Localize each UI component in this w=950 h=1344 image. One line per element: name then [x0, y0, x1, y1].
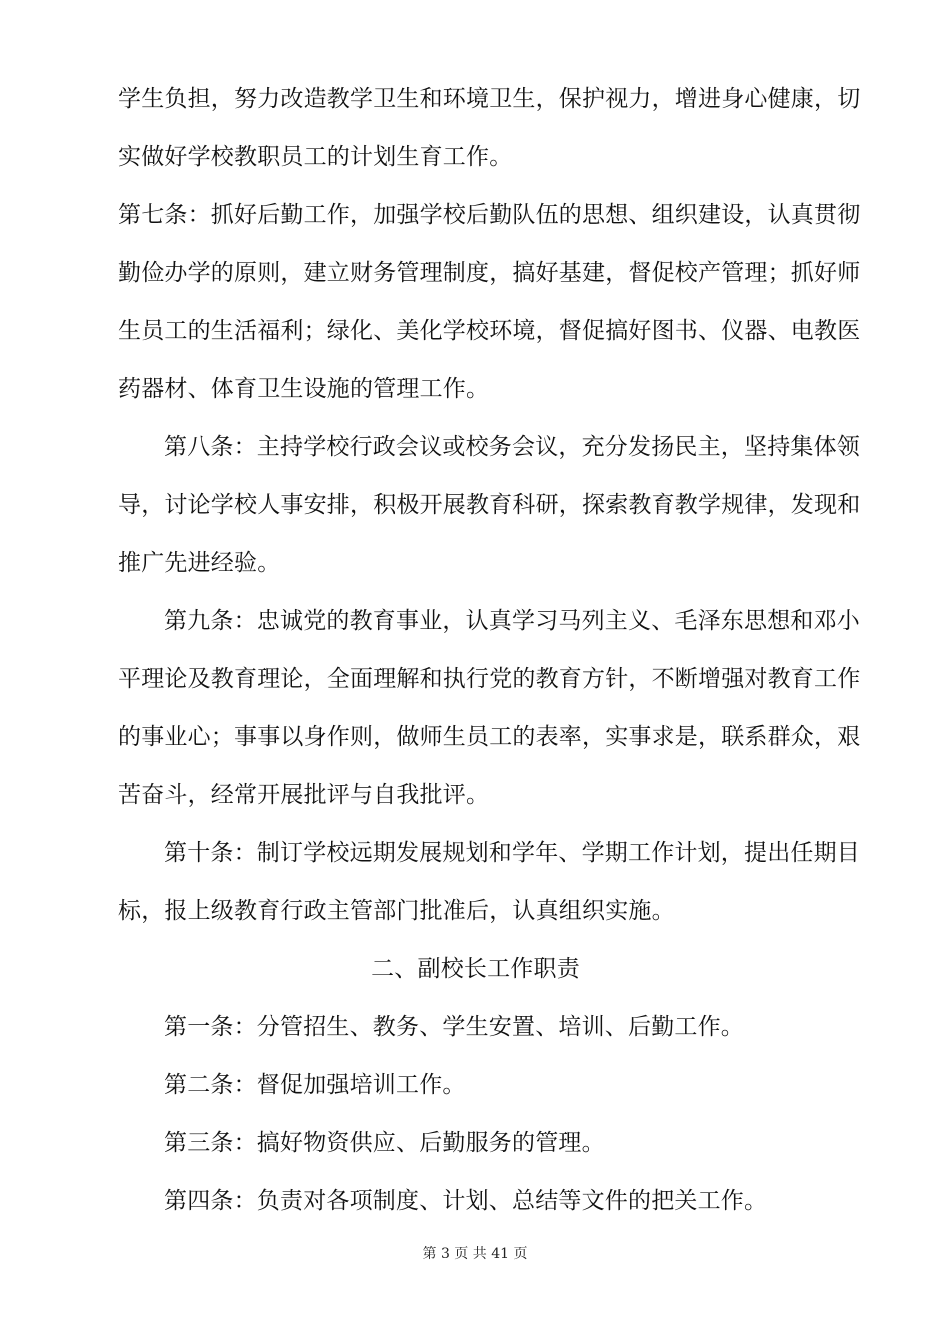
text-line: 药器材、体育卫生设施的管理工作。 [118, 376, 490, 402]
text-line: 的事业心；事事以身作则，做师生员工的表率，实事求是，联系群众，艰 [118, 724, 861, 750]
text-line: 平理论及教育理论，全面理解和执行党的教育方针，不断增强对教育工作 [118, 666, 861, 692]
text-line: 苦奋斗，经常开展批评与自我批评。 [118, 782, 490, 808]
text-line: 学生负担，努力改造教学卫生和环境卫生，保护视力，增进身心健康，切 [118, 86, 861, 112]
section-heading: 二、副校长工作职责 [371, 956, 580, 982]
article-8-line: 第八条：主持学校行政会议或校务会议，充分发扬民主，坚持集体领 [164, 434, 860, 460]
text-line: 标，报上级教育行政主管部门批准后，认真组织实施。 [118, 898, 675, 924]
article-7-line: 第七条：抓好后勤工作，加强学校后勤队伍的思想、组织建设，认真贯彻 [118, 202, 861, 228]
vice-article-1-line: 第一条：分管招生、教务、学生安置、培训、后勤工作。 [164, 1014, 744, 1040]
article-10-line: 第十条：制订学校远期发展规划和学年、学期工作计划，提出任期目 [164, 840, 860, 866]
page-number-footer: 第 3 页 共 41 页 [422, 1246, 528, 1262]
text-line: 勤俭办学的原则，建立财务管理制度，搞好基建，督促校产管理；抓好师 [118, 260, 861, 286]
document-page [118, 70, 861, 1230]
article-9-line: 第九条：忠诚党的教育事业，认真学习马列主义、毛泽东思想和邓小 [164, 608, 860, 634]
text-line: 导，讨论学校人事安排，积极开展教育科研，探索教育教学规律，发现和 [118, 492, 861, 518]
text-line: 实做好学校教职员工的计划生育工作。 [118, 144, 513, 170]
vice-article-2-line: 第二条：督促加强培训工作。 [164, 1072, 466, 1098]
text-line: 推广先进经验。 [118, 550, 281, 576]
vice-article-4-line: 第四条：负责对各项制度、计划、总结等文件的把关工作。 [164, 1188, 768, 1214]
text-line: 生员工的生活福利；绿化、美化学校环境，督促搞好图书、仪器、电教医 [118, 318, 861, 344]
vice-article-3-line: 第三条：搞好物资供应、后勤服务的管理。 [164, 1130, 605, 1156]
